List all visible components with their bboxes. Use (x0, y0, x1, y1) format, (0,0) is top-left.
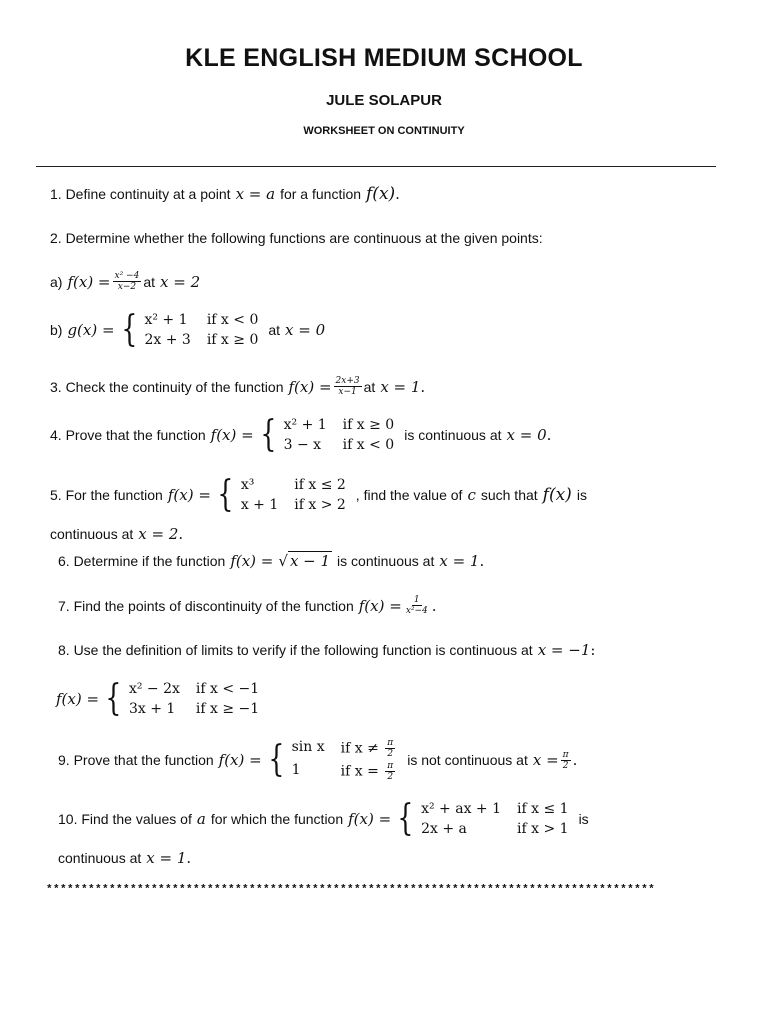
q4-case2-expr: 3 − x (283, 437, 322, 453)
question-10 (58, 800, 589, 838)
q7-fraction (404, 595, 430, 616)
q2b-brace: { (120, 309, 138, 350)
q5-tail2: such that (480, 487, 538, 503)
q2a-lhs: f(x) = (67, 272, 111, 291)
footer-stars: *************************************************************************************** (46, 884, 656, 896)
q3-at: at (363, 378, 376, 395)
q5-case2-cond: if x > 2 (294, 497, 346, 513)
q10-tail: is (578, 811, 589, 827)
q10-line2: continuous at (58, 850, 142, 866)
question-8 (58, 640, 595, 660)
q9-point-den: 2 (562, 760, 569, 771)
q2a-label: a) (50, 273, 63, 290)
q6-text: 6. Determine if the function (58, 553, 226, 569)
q3-lhs: f(x) = (288, 377, 332, 396)
q8-lhs: f(x) = (56, 690, 100, 708)
q8-cases (129, 680, 259, 718)
q10-point: x = 1 (146, 849, 187, 867)
q5-function: f(x) (542, 485, 572, 505)
q1-text: 1. Define continuity at a point (50, 186, 231, 202)
q5-case1-expr: x³ (240, 477, 255, 493)
q1-function: f(x) (366, 184, 396, 204)
q5-tail: , find the value of (355, 487, 463, 503)
q4-case1-cond: if x ≥ 0 (342, 417, 395, 433)
question-2a (50, 271, 200, 292)
q8-case2-cond: if x ≥ −1 (195, 701, 260, 717)
q3-end: . (420, 377, 426, 396)
q5-variable: c (467, 486, 476, 504)
q9-cases (292, 738, 398, 782)
q5-brace: { (217, 474, 234, 515)
q9-end: . (572, 751, 578, 769)
q7-denominator: x²−4 (405, 606, 428, 616)
q2b-case2-cond: if x ≥ 0 (206, 332, 259, 348)
header-divider (36, 166, 716, 167)
q5-tail3: is (576, 487, 587, 503)
q6-point: x = 1 (439, 552, 480, 570)
q3-denominator: x−1 (338, 387, 357, 397)
q9-case2-expr: 1 (291, 762, 301, 778)
question-5 (50, 476, 587, 514)
q8-case1-cond: if x < −1 (195, 681, 260, 697)
q3-point: x = 1 (380, 377, 421, 396)
q2b-cases (144, 311, 258, 349)
q4-lhs: f(x) = (210, 426, 254, 444)
q5-case2-expr: x + 1 (240, 497, 279, 513)
q10-end: . (186, 849, 192, 867)
q3-numerator: 2x+3 (335, 376, 360, 386)
question-9 (58, 738, 577, 782)
q9-tail: is not continuous at (407, 752, 528, 768)
q1-condition: x = a (235, 185, 276, 203)
q4-end: . (546, 426, 552, 444)
q1-end: . (395, 185, 400, 203)
q9-point-var: x = (532, 751, 559, 769)
q2-text: 2. Determine whether the following functions are continuous at the given points: (50, 230, 543, 246)
q4-case1-expr: x² + 1 (283, 417, 327, 433)
question-1 (50, 184, 400, 204)
q6-sqrt: √ x − 1 (278, 552, 331, 570)
q5-lhs: f(x) = (167, 486, 211, 504)
q4-cases (284, 416, 395, 454)
q4-text: 4. Prove that the function (50, 427, 206, 443)
q9-case1-pi-den: 2 (387, 749, 394, 759)
q4-case2-cond: if x < 0 (342, 437, 395, 453)
q9-case2-cond-text: if x = (340, 763, 379, 780)
question-8-function (56, 680, 269, 718)
q4-brace: { (260, 414, 277, 455)
q2a-denominator: x−2 (117, 282, 137, 292)
q10-mid: for which the function (210, 811, 344, 827)
q2b-case2-expr: 2x + 3 (144, 332, 191, 348)
q4-point: x = 0 (506, 426, 547, 444)
q4-tail: is continuous at (404, 427, 502, 443)
q10-case1-cond: if x ≤ 1 (517, 801, 569, 817)
q10-text: 10. Find the values of (58, 811, 192, 827)
q9-case1-pi-fraction (385, 738, 395, 759)
question-6 (58, 551, 484, 571)
q9-case2-pi-fraction (385, 761, 395, 782)
q9-case2-pi-den: 2 (387, 772, 394, 782)
q2a-numerator: x² −4 (114, 271, 140, 281)
q9-lhs: f(x) = (218, 751, 262, 769)
q10-lhs: f(x) = (348, 810, 392, 828)
q9-case1-expr: sin x (291, 739, 325, 755)
q7-lhs: f(x) = (358, 596, 402, 615)
q9-case1-pi-num: π (387, 738, 394, 748)
q2b-lhs: g(x) = (67, 321, 115, 339)
question-5-continued (50, 524, 183, 544)
q9-brace: { (268, 739, 285, 780)
q10-case2-cond: if x > 1 (517, 821, 569, 837)
q5-text: 5. For the function (50, 487, 163, 503)
q2b-case1-expr: x² + 1 (144, 312, 188, 328)
q3-text: 3. Check the continuity of the function (50, 378, 284, 395)
q8-text: 8. Use the definition of limits to verify if the following function is continuous at (58, 642, 533, 658)
q2a-point: x = 2 (160, 272, 201, 291)
q8-case2-expr: 3x + 1 (128, 701, 176, 717)
q8-point: x = −1 (537, 641, 591, 659)
q5-point: x = 2 (138, 525, 179, 543)
q9-point-num: π (562, 749, 569, 760)
q10-variable: a (196, 810, 206, 828)
q5-cases (241, 476, 346, 514)
q7-numerator: 1 (413, 595, 420, 605)
q9-case1-cond (341, 738, 398, 759)
q2b-case1-cond: if x < 0 (206, 312, 259, 328)
q2a-fraction (113, 271, 142, 292)
question-7 (58, 595, 437, 616)
q9-text: 9. Prove that the function (58, 752, 214, 768)
q6-radicand: x − 1 (289, 552, 331, 570)
question-4 (50, 416, 551, 454)
q10-brace: { (397, 798, 414, 839)
q8-end: : (590, 641, 596, 659)
question-10-continued (58, 848, 191, 868)
q7-text: 7. Find the points of discontinuity of the function (58, 597, 354, 614)
q6-lhs: f(x) = (230, 552, 274, 570)
q9-case1-cond-text: if x ≠ (340, 740, 379, 757)
q7-end: . (431, 596, 437, 615)
q6-tail: is continuous at (337, 553, 435, 569)
q5-end: . (178, 525, 184, 543)
q9-case2-pi-num: π (387, 761, 394, 771)
worksheet-title: WORKSHEET ON CONTINUITY (303, 125, 465, 137)
q10-case1-expr: x² + ax + 1 (421, 801, 502, 817)
q2b-point: x = 0 (285, 321, 326, 339)
q2b-label: b) (50, 322, 63, 338)
q8-brace: { (105, 678, 122, 719)
q8-case1-expr: x² − 2x (128, 681, 180, 697)
q5-case1-cond: if x ≤ 2 (294, 477, 346, 493)
q1-mid: for a function (280, 186, 362, 202)
q2a-at: at (143, 273, 156, 290)
q10-cases (421, 800, 568, 838)
question-2 (50, 228, 543, 248)
q10-case2-expr: 2x + a (421, 821, 467, 837)
q3-fraction (334, 376, 362, 397)
school-location: JULE SOLAPUR (326, 92, 442, 109)
question-3 (50, 376, 425, 397)
school-title: KLE ENGLISH MEDIUM SCHOOL (185, 44, 583, 72)
q9-case2-cond (341, 761, 398, 782)
q5-line2: continuous at (50, 526, 134, 542)
q2b-at: at (268, 322, 281, 338)
q6-end: . (479, 552, 485, 570)
question-2b (50, 311, 325, 349)
q9-point-fraction (561, 750, 571, 771)
